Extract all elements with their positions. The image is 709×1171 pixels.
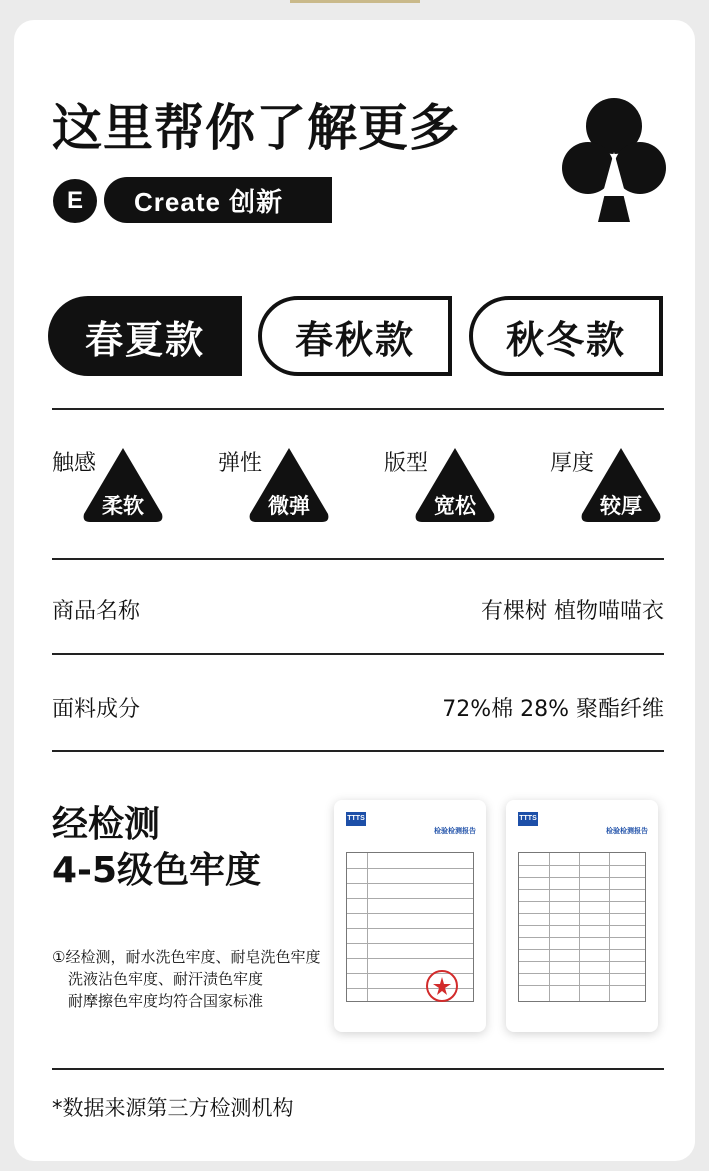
category-label-badge: Create 创新 bbox=[104, 177, 332, 223]
attribute-elasticity bbox=[218, 442, 348, 524]
report-title: 检验检测报告 bbox=[434, 827, 476, 835]
fabric-value: 72%棉 28% 聚酯纤维 bbox=[442, 697, 664, 722]
attribute-thickness bbox=[550, 442, 680, 524]
attribute-value: 微弹 bbox=[268, 494, 310, 518]
divider bbox=[52, 558, 664, 560]
top-accent-line bbox=[290, 0, 420, 3]
season-tab-autumn-winter[interactable]: 秋冬款 bbox=[469, 296, 663, 376]
report-logo: TTTS bbox=[518, 812, 538, 826]
test-note-line2: 洗液沾色牢度、耐汗渍色牢度 bbox=[68, 970, 264, 988]
test-note-line1: ①经检测，耐水洗色牢度、耐皂洗色牢度 bbox=[52, 948, 321, 966]
data-source-footnote: *数据来源第三方检测机构 bbox=[52, 1096, 294, 1120]
attribute-label: 触感 bbox=[52, 451, 97, 476]
test-report-image-2[interactable] bbox=[506, 800, 658, 1032]
test-note-line3: 耐摩擦色牢度均符合国家标准 bbox=[68, 992, 264, 1010]
attribute-label: 弹性 bbox=[218, 451, 263, 476]
divider bbox=[52, 1068, 664, 1070]
attribute-label: 版型 bbox=[384, 451, 429, 476]
report-table bbox=[518, 852, 646, 1002]
red-stamp-icon bbox=[424, 968, 460, 1004]
report-logo: TTTS bbox=[346, 812, 366, 826]
attribute-value: 宽松 bbox=[434, 494, 476, 518]
attribute-value: 较厚 bbox=[600, 494, 642, 518]
test-heading-line2: 4-5级色牢度 bbox=[52, 850, 262, 891]
attribute-touch bbox=[52, 442, 182, 524]
attribute-value: 柔软 bbox=[102, 494, 144, 518]
attribute-label: 厚度 bbox=[550, 451, 595, 476]
page-title: 这里帮你了解更多 bbox=[52, 99, 460, 157]
divider bbox=[52, 653, 664, 655]
season-tab-spring-summer[interactable]: 春夏款 bbox=[48, 296, 242, 376]
attribute-fit bbox=[384, 442, 514, 524]
season-tab-spring-autumn[interactable]: 春秋款 bbox=[258, 296, 452, 376]
fabric-label: 面料成分 bbox=[52, 697, 141, 722]
divider bbox=[52, 750, 664, 752]
test-report-image-1[interactable] bbox=[334, 800, 486, 1032]
product-name-label: 商品名称 bbox=[52, 599, 141, 624]
product-name-value: 有棵树 植物喵喵衣 bbox=[481, 599, 664, 624]
report-title: 检验检测报告 bbox=[606, 827, 648, 835]
category-letter-badge: E bbox=[53, 179, 97, 223]
club-icon bbox=[562, 96, 666, 222]
test-heading-line1: 经检测 bbox=[52, 804, 161, 845]
divider bbox=[52, 408, 664, 410]
